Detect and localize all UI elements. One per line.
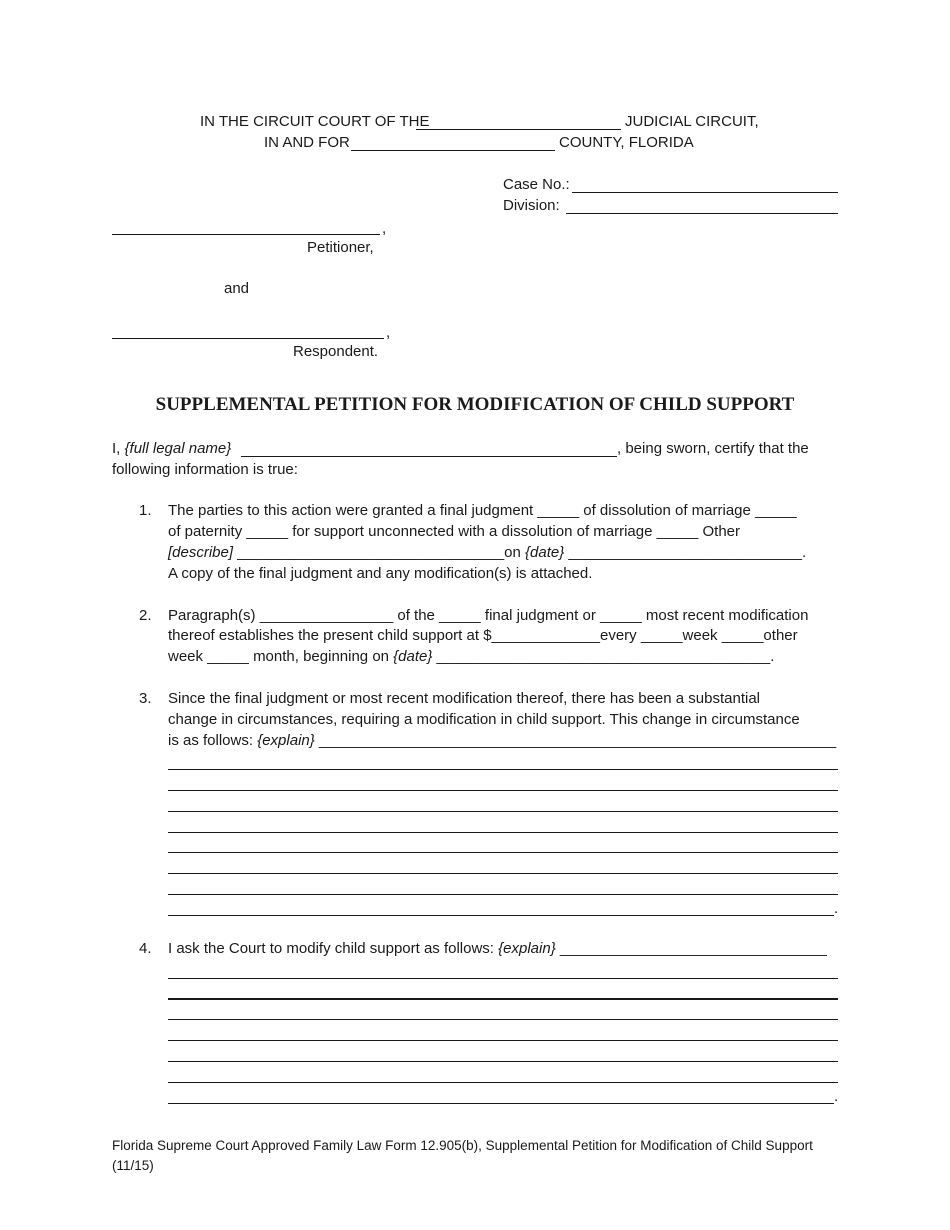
petitioner-field[interactable] [112,234,380,235]
explain-line[interactable] [168,894,838,895]
explain-field-4[interactable]: ________________________________ [555,940,827,957]
item-2-line-3 [168,648,774,665]
petitioner-label: Petitioner, [307,239,374,256]
respondent-comma: , [386,324,391,341]
item-2-line-3-text: week _____ month, beginning on [168,648,394,665]
request-line[interactable] [168,1061,838,1062]
full-name-field[interactable] [241,456,617,457]
request-line[interactable] [168,1040,838,1041]
explain-field-3[interactable]: ______________________________________________________________ [314,732,837,749]
item-3-line-3-text: is as follows: [168,732,258,749]
explain-hint-4: {explain} [498,940,556,957]
date-hint: {date} [525,544,565,561]
request-line[interactable] [168,978,838,979]
item-3-line-2: change in circumstances, requiring a modification in child support. This change in circumstance [168,711,800,728]
item-4-line-1-text: I ask the Court to modify child support as follows: [168,940,499,957]
intro-prefix: I, [112,440,125,457]
respondent-label: Respondent. [293,343,379,360]
full-name-hint: {full legal name} [124,440,232,457]
item-4-period: . [834,1088,839,1105]
item-1-line-2: of paternity _____ for support unconnected with a dissolution of marriage _____ Other [168,523,741,540]
item-1-line-1: The parties to this action were granted a final judgment _____ of dissolution of marriage _____ [168,502,797,519]
request-line[interactable] [168,1082,838,1083]
describe-field[interactable]: ________________________________on [233,544,526,561]
item-1-number: 1. [139,502,152,519]
intro-suffix: , being sworn, certify that the [617,440,809,457]
court-prefix: IN THE CIRCUIT COURT OF THE [200,113,430,130]
form-title: SUPPLEMENTAL PETITION FOR MODIFICATION OF CHILD SUPPORT [155,394,795,415]
county-prefix: IN AND FOR [264,134,350,151]
item-2-number: 2. [139,607,152,624]
request-line[interactable] [168,1103,834,1104]
explain-line[interactable] [168,769,838,770]
circuit-blank[interactable] [416,129,621,130]
item-4-line-1 [168,940,827,957]
respondent-field[interactable] [112,338,384,339]
explain-line[interactable] [168,832,838,833]
item-2-line-1: Paragraph(s) ________________ of the _____ final judgment or _____ most recent modification [168,607,809,624]
county-blank[interactable] [351,150,555,151]
item-4-number: 4. [139,940,152,957]
request-line[interactable] [168,1019,838,1020]
and-label: and [224,280,250,297]
case-no-label: Case No.: [503,176,570,193]
explain-line[interactable] [168,873,838,874]
beginning-date-field[interactable]: ________________________________________. [432,648,775,665]
item-3-number: 3. [139,690,152,707]
explain-line[interactable] [168,852,838,853]
request-line[interactable] [168,998,838,1000]
item-2-line-2: thereof establishes the present child support at $_____________every _____week _____other [168,627,798,644]
court-suffix: JUDICIAL CIRCUIT, [625,113,759,130]
explain-line[interactable] [168,915,834,916]
explain-hint-3: {explain} [257,732,315,749]
explain-line[interactable] [168,811,838,812]
explain-line[interactable] [168,790,838,791]
form-footer: Florida Supreme Court Approved Family Law Form 12.905(b), Supplemental Petition for Modification of Child Support (11/15) [112,1138,813,1173]
item-3-period: . [834,900,839,917]
item-1-line-4: A copy of the final judgment and any modification(s) is attached. [168,565,593,582]
intro-line-1 [112,440,231,457]
item-3-line-3 [168,732,836,749]
item-1-line-3 [168,544,806,561]
division-field[interactable] [566,213,838,214]
item-3-line-1: Since the final judgment or most recent modification thereof, there has been a substantial [168,690,761,707]
beginning-date-hint: {date} [393,648,433,665]
division-label: Division: [503,197,560,214]
case-no-field[interactable] [572,192,838,193]
intro-line-2: following information is true: [112,461,298,478]
date-field[interactable]: ____________________________. [564,544,807,561]
county-suffix: COUNTY, FLORIDA [559,134,694,151]
petitioner-comma: , [382,220,387,237]
describe-hint: [describe] [168,544,234,561]
